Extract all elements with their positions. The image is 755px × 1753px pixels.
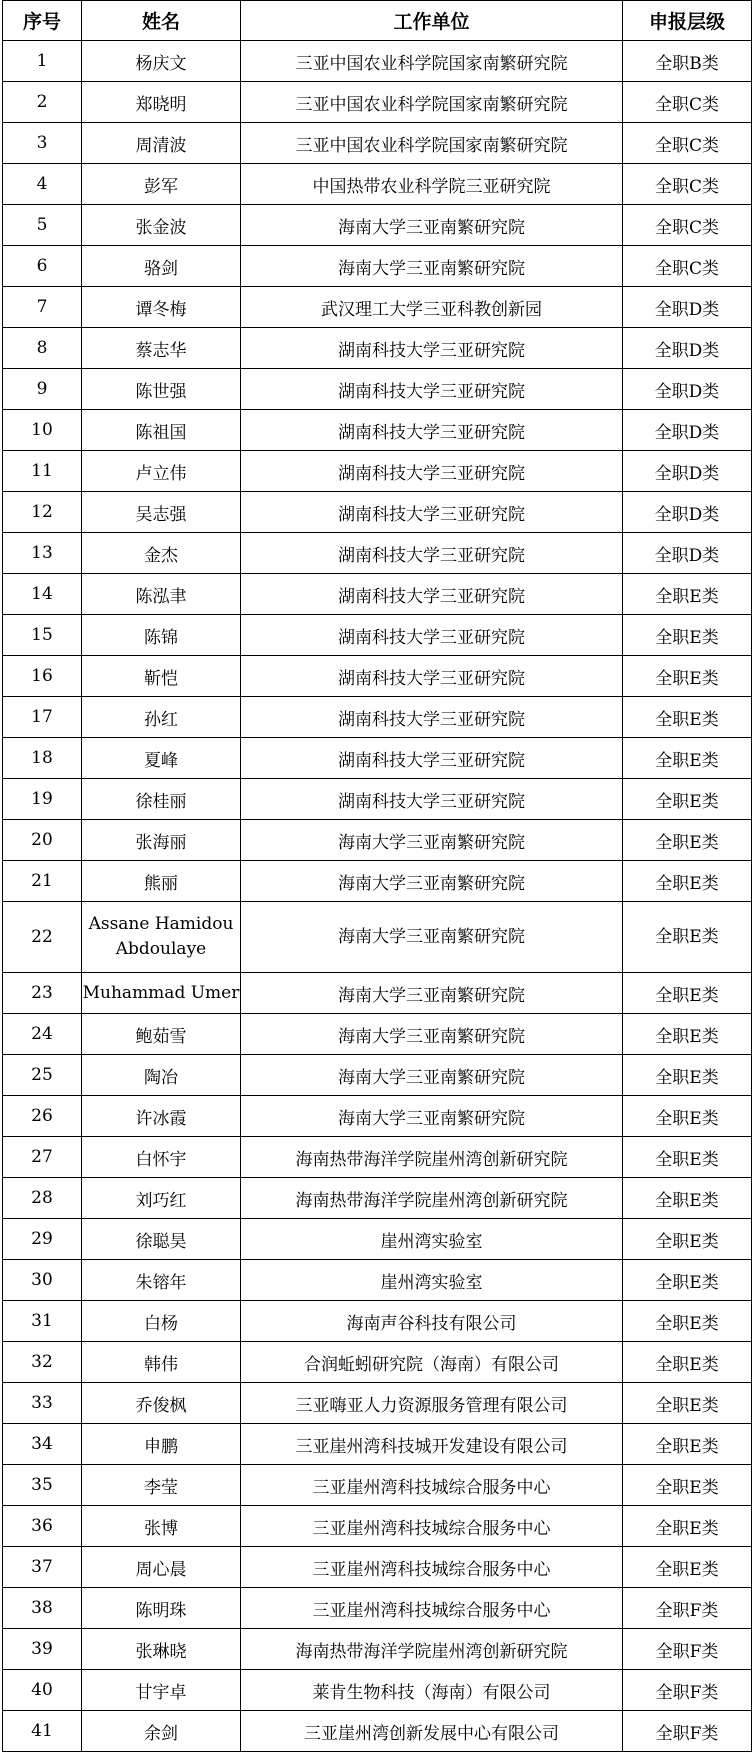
cell-unit: 海南大学三亚南繁研究院 [241, 246, 623, 287]
table-row [3, 1342, 752, 1383]
table-row [3, 1301, 752, 1342]
table-row [3, 1055, 752, 1096]
table-row [3, 1506, 752, 1547]
cell-index: 35 [3, 1465, 82, 1506]
table-row [3, 738, 752, 779]
cell-index: 13 [3, 533, 82, 574]
cell-level: 全职F类 [623, 1670, 752, 1711]
cell-level: 全职E类 [623, 1301, 752, 1342]
table-row [3, 1137, 752, 1178]
cell-index: 10 [3, 410, 82, 451]
cell-level: 全职E类 [623, 574, 752, 615]
cell-name: Muhammad Umer [82, 973, 241, 1014]
cell-index: 12 [3, 492, 82, 533]
table-row [3, 533, 752, 574]
table-row [3, 861, 752, 902]
cell-name: 朱镕年 [82, 1260, 241, 1301]
cell-level: 全职E类 [623, 1260, 752, 1301]
table-row [3, 779, 752, 820]
cell-index: 20 [3, 820, 82, 861]
header-row [3, 1, 752, 41]
table-row [3, 1424, 752, 1465]
cell-index: 27 [3, 1137, 82, 1178]
cell-index: 39 [3, 1629, 82, 1670]
cell-unit: 海南大学三亚南繁研究院 [241, 1014, 623, 1055]
cell-index: 6 [3, 246, 82, 287]
cell-index: 28 [3, 1178, 82, 1219]
cell-unit: 海南大学三亚南繁研究院 [241, 820, 623, 861]
cell-level: 全职D类 [623, 492, 752, 533]
cell-name: 靳恺 [82, 656, 241, 697]
cell-level: 全职E类 [623, 779, 752, 820]
cell-level: 全职C类 [623, 164, 752, 205]
cell-unit: 三亚崖州湾科技城开发建设有限公司 [241, 1424, 623, 1465]
cell-index: 21 [3, 861, 82, 902]
cell-level: 全职E类 [623, 656, 752, 697]
cell-level: 全职D类 [623, 369, 752, 410]
cell-level: 全职E类 [623, 697, 752, 738]
cell-name: 余剑 [82, 1711, 241, 1752]
table-row [3, 123, 752, 164]
cell-level: 全职C类 [623, 205, 752, 246]
table-body [3, 41, 752, 1752]
cell-name: 许冰霞 [82, 1096, 241, 1137]
cell-index: 30 [3, 1260, 82, 1301]
cell-unit: 海南大学三亚南繁研究院 [241, 1096, 623, 1137]
table-row [3, 697, 752, 738]
cell-index: 38 [3, 1588, 82, 1629]
cell-level: 全职E类 [623, 1096, 752, 1137]
table-row [3, 82, 752, 123]
cell-level: 全职D类 [623, 533, 752, 574]
cell-unit: 崖州湾实验室 [241, 1260, 623, 1301]
cell-index: 33 [3, 1383, 82, 1424]
table-row [3, 1588, 752, 1629]
table-row [3, 1014, 752, 1055]
table-row [3, 1178, 752, 1219]
cell-index: 4 [3, 164, 82, 205]
cell-name: 卢立伟 [82, 451, 241, 492]
cell-unit: 湖南科技大学三亚研究院 [241, 779, 623, 820]
cell-name: 张海丽 [82, 820, 241, 861]
cell-level: 全职E类 [623, 902, 752, 973]
table-row [3, 246, 752, 287]
cell-index: 3 [3, 123, 82, 164]
cell-unit: 湖南科技大学三亚研究院 [241, 738, 623, 779]
table-row [3, 973, 752, 1014]
cell-index: 8 [3, 328, 82, 369]
cell-unit: 湖南科技大学三亚研究院 [241, 656, 623, 697]
cell-index: 24 [3, 1014, 82, 1055]
cell-name: 申鹏 [82, 1424, 241, 1465]
cell-name: 骆剑 [82, 246, 241, 287]
cell-level: 全职D类 [623, 287, 752, 328]
cell-name: 徐桂丽 [82, 779, 241, 820]
table-row [3, 615, 752, 656]
cell-index: 5 [3, 205, 82, 246]
cell-name: 鲍茹雪 [82, 1014, 241, 1055]
cell-unit: 海南大学三亚南繁研究院 [241, 973, 623, 1014]
cell-name: 陈祖国 [82, 410, 241, 451]
cell-index: 18 [3, 738, 82, 779]
cell-unit: 海南大学三亚南繁研究院 [241, 902, 623, 973]
cell-name: 谭冬梅 [82, 287, 241, 328]
cell-index: 26 [3, 1096, 82, 1137]
cell-unit: 三亚崖州湾科技城综合服务中心 [241, 1506, 623, 1547]
cell-level: 全职E类 [623, 738, 752, 779]
cell-unit: 三亚中国农业科学院国家南繁研究院 [241, 41, 623, 82]
cell-index: 15 [3, 615, 82, 656]
cell-name: 白杨 [82, 1301, 241, 1342]
cell-name: 熊丽 [82, 861, 241, 902]
cell-unit: 湖南科技大学三亚研究院 [241, 615, 623, 656]
cell-level: 全职E类 [623, 973, 752, 1014]
cell-index: 22 [3, 902, 82, 973]
cell-unit: 海南大学三亚南繁研究院 [241, 205, 623, 246]
cell-index: 2 [3, 82, 82, 123]
cell-level: 全职C类 [623, 246, 752, 287]
table-row [3, 820, 752, 861]
cell-level: 全职D类 [623, 410, 752, 451]
cell-level: 全职F类 [623, 1711, 752, 1752]
cell-name: Assane Hamidou Abdoulaye [82, 902, 241, 973]
cell-unit: 湖南科技大学三亚研究院 [241, 697, 623, 738]
cell-level: 全职E类 [623, 820, 752, 861]
cell-name: 刘巧红 [82, 1178, 241, 1219]
cell-level: 全职C类 [623, 123, 752, 164]
cell-name: 周清波 [82, 123, 241, 164]
table-row [3, 41, 752, 82]
cell-index: 25 [3, 1055, 82, 1096]
cell-name: 李莹 [82, 1465, 241, 1506]
table-row [3, 451, 752, 492]
cell-unit: 湖南科技大学三亚研究院 [241, 369, 623, 410]
table-row [3, 1219, 752, 1260]
cell-index: 11 [3, 451, 82, 492]
cell-index: 31 [3, 1301, 82, 1342]
cell-index: 1 [3, 41, 82, 82]
cell-index: 36 [3, 1506, 82, 1547]
cell-unit: 海南声谷科技有限公司 [241, 1301, 623, 1342]
cell-unit: 湖南科技大学三亚研究院 [241, 574, 623, 615]
cell-name: 彭军 [82, 164, 241, 205]
cell-name: 徐聪昊 [82, 1219, 241, 1260]
table-row [3, 164, 752, 205]
table-row [3, 410, 752, 451]
table-row [3, 205, 752, 246]
cell-unit: 湖南科技大学三亚研究院 [241, 451, 623, 492]
table-row [3, 1547, 752, 1588]
cell-unit: 海南热带海洋学院崖州湾创新研究院 [241, 1629, 623, 1670]
cell-level: 全职E类 [623, 1342, 752, 1383]
cell-index: 16 [3, 656, 82, 697]
cell-unit: 三亚崖州湾科技城综合服务中心 [241, 1588, 623, 1629]
cell-index: 32 [3, 1342, 82, 1383]
cell-index: 34 [3, 1424, 82, 1465]
cell-unit: 合润蚯蚓研究院（海南）有限公司 [241, 1342, 623, 1383]
cell-index: 7 [3, 287, 82, 328]
cell-level: 全职E类 [623, 1506, 752, 1547]
cell-unit: 三亚崖州湾科技城综合服务中心 [241, 1547, 623, 1588]
cell-index: 14 [3, 574, 82, 615]
cell-unit: 湖南科技大学三亚研究院 [241, 328, 623, 369]
cell-level: 全职E类 [623, 1219, 752, 1260]
cell-level: 全职C类 [623, 82, 752, 123]
cell-index: 19 [3, 779, 82, 820]
cell-name: 张金波 [82, 205, 241, 246]
cell-level: 全职E类 [623, 861, 752, 902]
cell-index: 23 [3, 973, 82, 1014]
cell-unit: 海南热带海洋学院崖州湾创新研究院 [241, 1137, 623, 1178]
cell-unit: 三亚嗨亚人力资源服务管理有限公司 [241, 1383, 623, 1424]
table-row [3, 902, 752, 973]
cell-level: 全职E类 [623, 1055, 752, 1096]
cell-level: 全职B类 [623, 41, 752, 82]
header-name: 姓名 [82, 1, 241, 41]
table-row [3, 1465, 752, 1506]
cell-unit: 湖南科技大学三亚研究院 [241, 533, 623, 574]
cell-level: 全职E类 [623, 1424, 752, 1465]
header-index: 序号 [3, 1, 82, 41]
header-level: 申报层级 [623, 1, 752, 41]
cell-level: 全职F类 [623, 1588, 752, 1629]
cell-level: 全职E类 [623, 1465, 752, 1506]
cell-name: 陈世强 [82, 369, 241, 410]
cell-index: 9 [3, 369, 82, 410]
cell-unit: 三亚崖州湾科技城综合服务中心 [241, 1465, 623, 1506]
cell-name: 孙红 [82, 697, 241, 738]
cell-unit: 海南大学三亚南繁研究院 [241, 1055, 623, 1096]
cell-level: 全职F类 [623, 1629, 752, 1670]
cell-name: 陈泓聿 [82, 574, 241, 615]
table-row [3, 1096, 752, 1137]
cell-name: 张琳晓 [82, 1629, 241, 1670]
cell-name: 乔俊枫 [82, 1383, 241, 1424]
cell-level: 全职E类 [623, 1383, 752, 1424]
header-unit: 工作单位 [241, 1, 623, 41]
cell-level: 全职D类 [623, 328, 752, 369]
table-row [3, 656, 752, 697]
cell-name: 白怀宇 [82, 1137, 241, 1178]
table-row [3, 492, 752, 533]
cell-name: 郑晓明 [82, 82, 241, 123]
cell-name: 甘宇卓 [82, 1670, 241, 1711]
table-row [3, 1383, 752, 1424]
cell-name: 张博 [82, 1506, 241, 1547]
cell-index: 41 [3, 1711, 82, 1752]
table-row [3, 328, 752, 369]
cell-index: 40 [3, 1670, 82, 1711]
cell-name: 金杰 [82, 533, 241, 574]
cell-level: 全职E类 [623, 1014, 752, 1055]
cell-level: 全职E类 [623, 1178, 752, 1219]
cell-unit: 三亚中国农业科学院国家南繁研究院 [241, 123, 623, 164]
cell-name: 吴志强 [82, 492, 241, 533]
cell-index: 29 [3, 1219, 82, 1260]
cell-unit: 中国热带农业科学院三亚研究院 [241, 164, 623, 205]
table-row [3, 287, 752, 328]
cell-name: 夏峰 [82, 738, 241, 779]
table-row [3, 1670, 752, 1711]
cell-name: 蔡志华 [82, 328, 241, 369]
cell-unit: 湖南科技大学三亚研究院 [241, 410, 623, 451]
cell-unit: 湖南科技大学三亚研究院 [241, 492, 623, 533]
table-row [3, 1629, 752, 1670]
cell-level: 全职E类 [623, 1137, 752, 1178]
cell-unit: 三亚崖州湾创新发展中心有限公司 [241, 1711, 623, 1752]
table-row [3, 1711, 752, 1752]
cell-name: 周心晨 [82, 1547, 241, 1588]
cell-index: 17 [3, 697, 82, 738]
applicant-table [2, 0, 752, 1752]
cell-unit: 武汉理工大学三亚科教创新园 [241, 287, 623, 328]
cell-name: 杨庆文 [82, 41, 241, 82]
cell-unit: 海南大学三亚南繁研究院 [241, 861, 623, 902]
cell-name: 陈锦 [82, 615, 241, 656]
cell-level: 全职E类 [623, 615, 752, 656]
cell-index: 37 [3, 1547, 82, 1588]
table-row [3, 574, 752, 615]
cell-unit: 莱肯生物科技（海南）有限公司 [241, 1670, 623, 1711]
cell-level: 全职D类 [623, 451, 752, 492]
cell-name: 陈明珠 [82, 1588, 241, 1629]
cell-name: 韩伟 [82, 1342, 241, 1383]
cell-unit: 崖州湾实验室 [241, 1219, 623, 1260]
cell-unit: 三亚中国农业科学院国家南繁研究院 [241, 82, 623, 123]
table-row [3, 1260, 752, 1301]
table-row [3, 369, 752, 410]
cell-name: 陶冶 [82, 1055, 241, 1096]
cell-unit: 海南热带海洋学院崖州湾创新研究院 [241, 1178, 623, 1219]
cell-level: 全职E类 [623, 1547, 752, 1588]
